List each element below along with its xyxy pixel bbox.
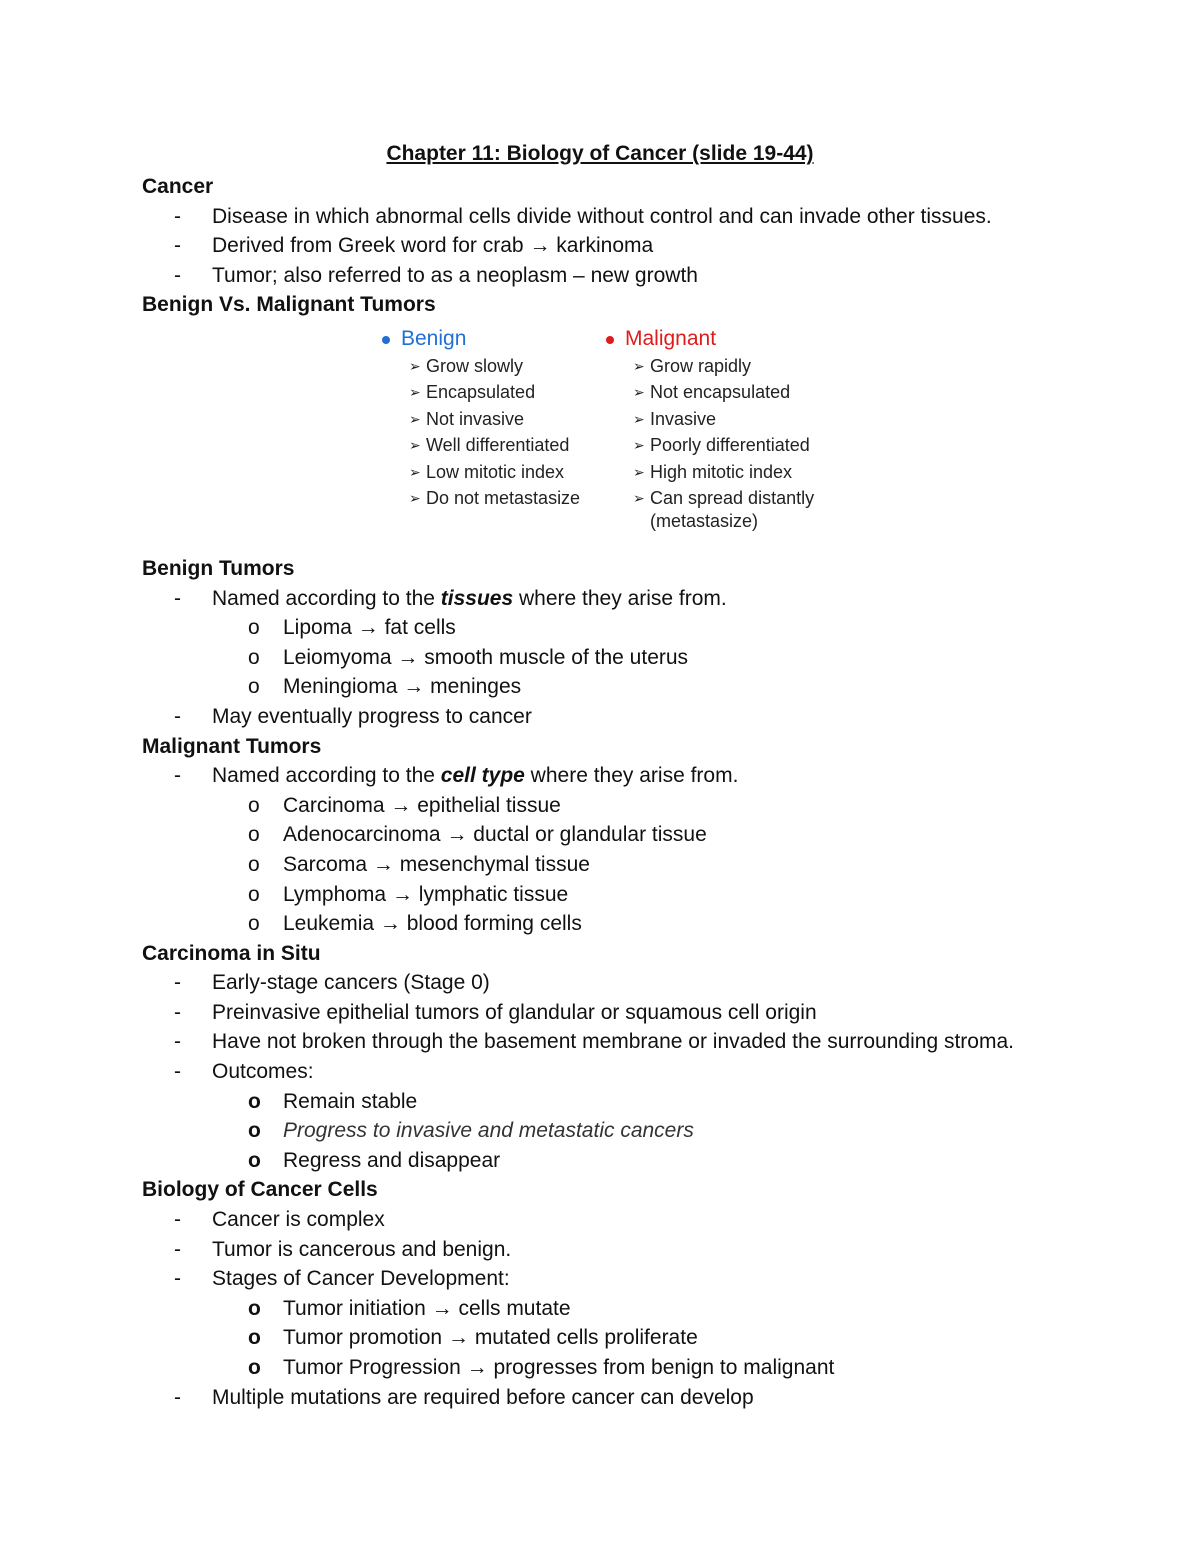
list-item: ➢ Do not metastasize (382, 485, 580, 512)
list-item: o Remain stable (142, 1087, 1142, 1117)
list-item-continuation: (metastasize) (650, 510, 759, 531)
hollow-circle-bullet: o (248, 823, 260, 847)
list-item: - Preinvasive epithelial tumors of glandular or squamous cell origin (142, 998, 1142, 1028)
dash-bullet: - (174, 1060, 181, 1084)
dash-bullet: - (174, 764, 181, 788)
red-dot-icon (606, 336, 614, 344)
list-item: - Tumor; also referred to as a neoplasm – new growth (142, 261, 1142, 291)
list-item: - Cancer is complex (142, 1205, 1142, 1235)
list-item: o Meningioma → meninges (142, 672, 1142, 702)
section-heading-malignant-tumors: Malignant Tumors (142, 734, 322, 758)
list-item: - Named according to the tissues where they arise from. (142, 584, 1142, 614)
section-heading-comparison: Benign Vs. Malignant Tumors (142, 293, 436, 317)
list-item: o Sarcoma → mesenchymal tissue (142, 850, 1142, 880)
comparison-figure (142, 320, 1142, 554)
chevron-right-icon: ➢ (633, 490, 645, 507)
arrow-icon: → (431, 1296, 453, 1320)
list-item: ➢ Encapsulated (382, 379, 580, 406)
hollow-circle-bullet: o (248, 852, 260, 876)
dash-bullet: - (174, 586, 181, 610)
list-item: o Regress and disappear (142, 1146, 1142, 1176)
chevron-right-icon: ➢ (633, 410, 645, 427)
dash-bullet: - (174, 1208, 181, 1232)
list-item: o Tumor promotion → mutated cells proliferate (142, 1323, 1142, 1353)
list-item: o Leukemia → blood forming cells (142, 909, 1142, 939)
dash-bullet: - (174, 204, 181, 228)
list-item: - May eventually progress to cancer (142, 702, 1142, 732)
list-item: - Stages of Cancer Development: (142, 1264, 1142, 1294)
bold-circle-bullet: o (248, 1296, 261, 1320)
list-item: - Disease in which abnormal cells divide without control and can invade other tissues. (142, 202, 1142, 232)
malignant-column (606, 324, 814, 535)
benign-header: Benign (382, 324, 580, 354)
blue-dot-icon (382, 336, 390, 344)
dash-bullet: - (174, 1030, 181, 1054)
list-item: - Tumor is cancerous and benign. (142, 1235, 1142, 1265)
list-item: - Have not broken through the basement membrane or invaded the surrounding stroma. (142, 1027, 1142, 1057)
bold-circle-bullet: o (248, 1148, 261, 1172)
chevron-right-icon: ➢ (409, 437, 421, 454)
list-item: o Lymphoma → lymphatic tissue (142, 880, 1142, 910)
list-item: - Multiple mutations are required before cancer can develop (142, 1383, 1142, 1413)
list-item: - Early-stage cancers (Stage 0) (142, 968, 1142, 998)
chevron-right-icon: ➢ (633, 437, 645, 454)
list-item: o Leiomyoma → smooth muscle of the uterus (142, 643, 1142, 673)
arrow-icon: → (390, 793, 412, 817)
hollow-circle-bullet: o (248, 645, 260, 669)
list-item: ➢ Can spread distantly (606, 485, 814, 512)
list-item: - Outcomes: (142, 1057, 1142, 1087)
dash-bullet: - (174, 704, 181, 728)
chevron-right-icon: ➢ (409, 384, 421, 401)
arrow-icon: → (372, 852, 394, 876)
list-item: ➢ Grow rapidly (606, 353, 814, 380)
bold-circle-bullet: o (248, 1356, 261, 1379)
arrow-icon: → (357, 616, 379, 640)
list-item: ➢ Poorly differentiated (606, 432, 814, 459)
list-item: ➢ Invasive (606, 406, 814, 433)
arrow-icon: → (379, 912, 401, 936)
hollow-circle-bullet: o (248, 912, 260, 936)
list-item: ➢ Not invasive (382, 406, 580, 433)
chevron-right-icon: ➢ (633, 463, 645, 480)
chevron-right-icon: ➢ (633, 384, 645, 401)
chevron-right-icon: ➢ (409, 357, 421, 374)
hollow-circle-bullet: o (248, 882, 260, 906)
list-item: o Tumor initiation → cells mutate (142, 1294, 1142, 1324)
bold-circle-bullet: o (248, 1326, 261, 1350)
arrow-icon: → (403, 675, 425, 699)
list-item: o Tumor Progression → progresses from benign to malignant (142, 1353, 1142, 1383)
dash-bullet: - (174, 234, 181, 258)
chevron-right-icon: ➢ (409, 490, 421, 507)
list-item: ➢ Not encapsulated (606, 379, 814, 406)
list-item: ➢ High mitotic index (606, 459, 814, 486)
list-item: ➢ Grow slowly (382, 353, 580, 380)
bold-circle-bullet: o (248, 1119, 261, 1143)
bold-circle-bullet: o (248, 1089, 261, 1113)
dash-bullet: - (174, 1385, 181, 1409)
chevron-right-icon: ➢ (409, 410, 421, 427)
list-item: o Progress to invasive and metastatic cancers (142, 1116, 1142, 1146)
list-item: - Named according to the cell type where they arise from. (142, 761, 1142, 791)
list-item: o Lipoma → fat cells (142, 613, 1142, 643)
arrow-icon: → (447, 1326, 469, 1350)
hollow-circle-bullet: o (248, 675, 260, 699)
section-heading-cancer: Cancer (142, 175, 214, 198)
arrow-icon: → (397, 645, 419, 669)
section-heading-benign-tumors: Benign Tumors (142, 556, 295, 580)
list-item: - Derived from Greek word for crab → karkinoma (142, 231, 1142, 261)
section-heading-biology: Biology of Cancer Cells (142, 1178, 378, 1202)
dash-bullet: - (174, 1237, 181, 1261)
dash-bullet: - (174, 263, 181, 287)
dash-bullet: - (174, 1267, 181, 1291)
list-item: o Adenocarcinoma → ductal or glandular tissue (142, 820, 1142, 850)
list-item: ➢ Well differentiated (382, 432, 580, 459)
arrow-icon: → (391, 882, 413, 906)
hollow-circle-bullet: o (248, 616, 260, 640)
benign-column (382, 324, 580, 512)
list-item: o Carcinoma → epithelial tissue (142, 791, 1142, 821)
arrow-icon: → (466, 1356, 488, 1379)
section-heading-carcinoma-in-situ: Carcinoma in Situ (142, 941, 321, 965)
arrow-icon: → (446, 823, 468, 847)
malignant-header: Malignant (606, 324, 814, 354)
dash-bullet: - (174, 1000, 181, 1024)
chevron-right-icon: ➢ (409, 463, 421, 480)
page-title: Chapter 11: Biology of Cancer (slide 19-44) (386, 142, 814, 165)
document-body (142, 172, 1142, 1412)
list-item: ➢ Low mitotic index (382, 459, 580, 486)
arrow-icon: → (529, 234, 551, 258)
hollow-circle-bullet: o (248, 793, 260, 817)
dash-bullet: - (174, 971, 181, 995)
chevron-right-icon: ➢ (633, 357, 645, 374)
